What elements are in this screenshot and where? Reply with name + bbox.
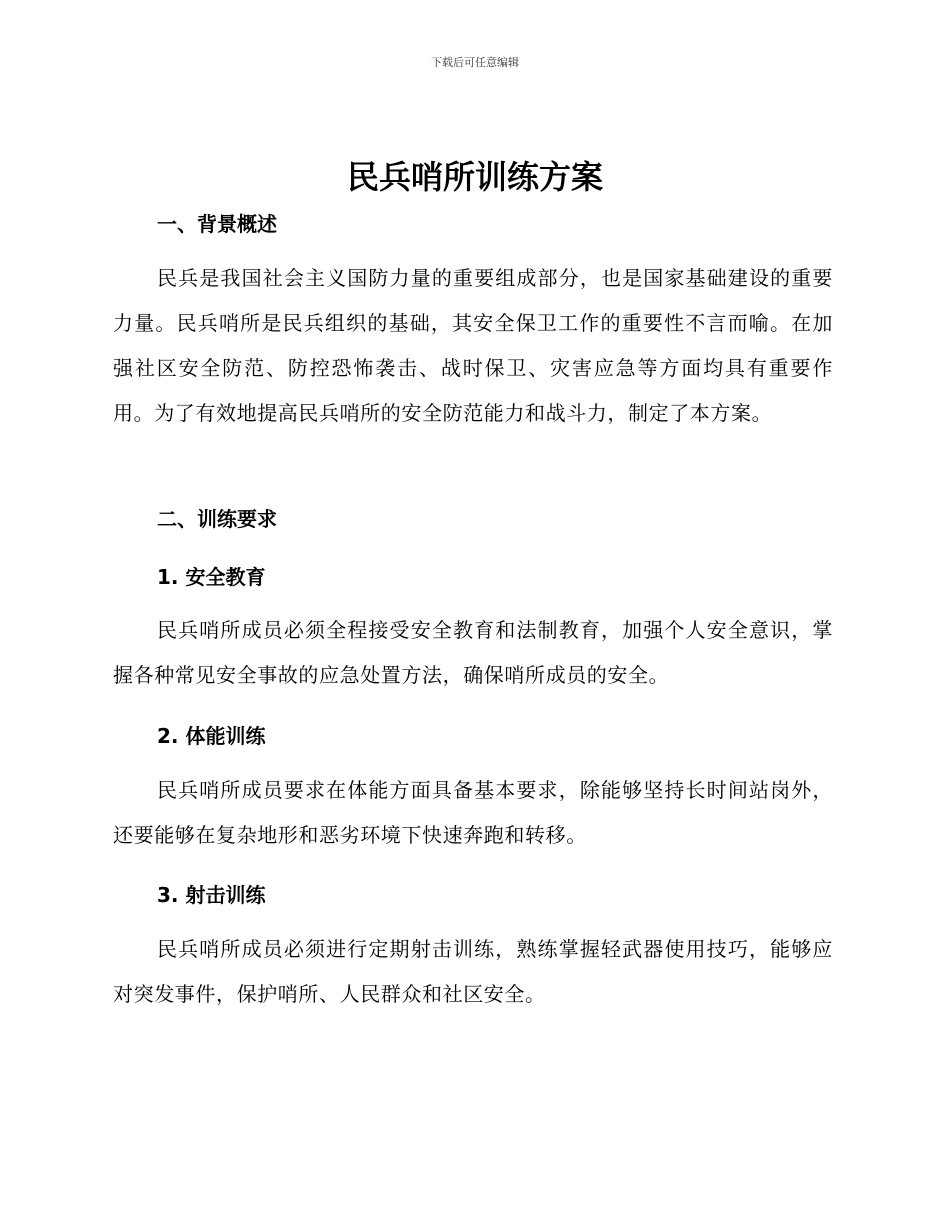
section-heading-requirements: 二、训练要求 [157,507,277,531]
shooting-training-paragraph: 民兵哨所成员必须进行定期射击训练，熟练掌握轻武器使用技巧，能够应对突发事件，保护哨所、人民群众和社区安全。 [113,937,833,1006]
item-heading-physical-training: 2. 体能训练 [157,724,266,748]
physical-training-paragraph: 民兵哨所成员要求在体能方面具备基本要求，除能够坚持长时间站岗外，还要能够在复杂地形和恶劣环境下快速奔跑和转移。 [113,778,833,847]
section-heading-background: 一、背景概述 [157,212,277,236]
item-heading-shooting-training: 3. 射击训练 [157,883,266,907]
background-paragraph: 民兵是我国社会主义国防力量的重要组成部分，也是国家基础建设的重要力量。民兵哨所是民兵组织的基础，其安全保卫工作的重要性不言而喻。在加强社区安全防范、防控恐怖袭击、战时保卫、灾害应急等方面均具有重要作用。为了有效地提高民兵哨所的安全防范能力和战斗力，制定了本方案。 [113,266,833,425]
safety-education-paragraph: 民兵哨所成员必须全程接受安全教育和法制教育，加强个人安全意识，掌握各种常见安全事故的应急处置方法，确保哨所成员的安全。 [113,618,833,687]
item-heading-safety-education: 1. 安全教育 [157,565,266,589]
header-note: 下载后可任意编辑 [431,56,519,69]
document-title: 民兵哨所训练方案 [346,158,603,196]
